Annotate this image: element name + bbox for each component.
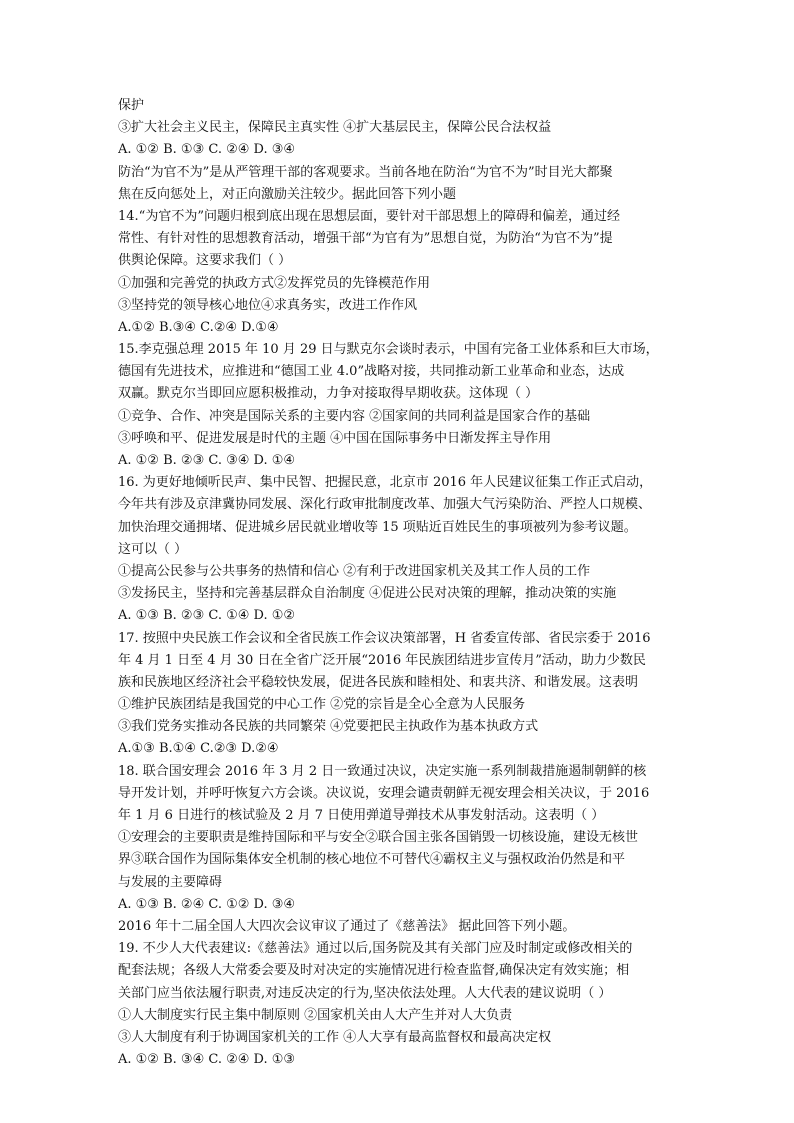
question-16: 16. 为更好地倾听民声、集中民智、把握民意，北京市 2016 年人民建议征集工作正式启动， (118, 475, 653, 491)
text-line: 年 4 月 1 日至 4 月 30 日在全省广泛开展“2016 年民族团结进步宣传月”活动，助力少数民 (118, 652, 646, 668)
text-line: ①加强和完善党的执政方式②发挥党员的先锋模范作用 (118, 275, 431, 291)
text-line: 双赢。默克尔当即回应愿积极推动，力争对接取得早期收获。这体现（ ） (118, 386, 539, 402)
answer-options: A. ①② B. ③④ C. ②④ D. ①③ (118, 1052, 296, 1068)
text-line: 供舆论保障。这要求我们（ ） (118, 253, 292, 269)
text-line: ①安理会的主要职责是维持国际和平与安全②联合国主张各国销毁一切核设施，建设无核世 (118, 830, 639, 846)
text-line: 防治“为官不为”是从严管理干部的客观要求。当前各地在防治“为官不为”时目光大都聚 (118, 164, 613, 180)
document-page (118, 95, 678, 1071)
text-line: 界③联合国作为国际集体安全机制的核心地位不可替代④霸权主义与强权政治仍然是和平 (118, 852, 626, 868)
answer-options: A. ①③ B. ②③ C. ①④ D. ①② (118, 608, 296, 624)
text-line: 这可以（ ） (118, 541, 188, 557)
text-line: 关部门应当依法履行职责,对违反决定的行为,坚决依法处理。人大代表的建议说明（ ） (118, 985, 612, 1001)
answer-options: A.①② B.③④ C.②④ D.①④ (118, 319, 279, 335)
text-line: 保护 (118, 98, 145, 113)
question-14: 14.“为官不为”问题归根到底出现在思想层面，要针对干部思想上的障碍和偏差，通过经 (118, 208, 620, 224)
text-line: 常性、有针对性的思想教育活动，增强干部“为官有为”思想自觉，为防治“为官不为”提 (118, 231, 613, 247)
text-line: ③我们党务实推动各民族的共同繁荣 ④党要把民主执政作为基本执政方式 (118, 719, 539, 735)
text-line: 焦在反向惩处上，对正向激励关注较少。据此回答下列小题 (118, 186, 457, 202)
text-line: ③坚持党的领导核心地位④求真务实，改进工作作风 (118, 297, 418, 313)
text-line: 与发展的主要障碍 (118, 874, 223, 890)
text-line: ③人大制度有利于协调国家机关的工作 ④人大享有最高监督权和最高决定权 (118, 1029, 552, 1045)
answer-options: A. ①② B. ①③ C. ②④ D. ③④ (118, 142, 296, 158)
answer-options: A. ①③ B. ②④ C. ①② D. ③④ (118, 896, 296, 912)
question-17: 17. 按照中央民族工作会议和全省民族工作会议决策部署，H 省委宣传部、省民宗委于 2016 (118, 630, 651, 646)
text-line: 族和民族地区经济社会平稳较快发展，促进各民族和睦相处、和衷共济、和谐发展。这表明 (118, 674, 639, 690)
text-line: 导开发计划，并呼吁恢复六方会谈。决议说，安理会谴责朝鲜无视安理会相关决议，于 2016 (118, 785, 650, 801)
answer-options: A. ①② B. ②③ C. ③④ D. ①④ (118, 453, 296, 468)
text-line: 2016 年十二届全国人大四次会议审议了通过了《慈善法》 据此回答下列小题。 (118, 918, 576, 934)
answer-options: A.①③ B.①④ C.②③ D.②④ (118, 741, 279, 757)
question-19: 19. 不少人大代表建议:《慈善法》通过以后,国务院及其有关部门应及时制定或修改相关的 (118, 941, 633, 957)
text-line: ①提高公民参与公共事务的热情和信心 ②有利于改进国家机关及其工作人员的工作 (118, 563, 591, 579)
text-line: 今年共有涉及京津冀协同发展、深化行政审批制度改革、加强大气污染防治、严控人口规模、 (118, 497, 652, 513)
text-line: ①维护民族团结是我国党的中心工作 ②党的宗旨是全心全意为人民服务 (118, 697, 526, 713)
text-line: ③扩大社会主义民主，保障民主真实性 ④扩大基层民主，保障公民合法权益 (118, 120, 552, 136)
text-line: ③呼唤和平、促进发展是时代的主题 ④中国在国际事务中日渐发挥主导作用 (118, 430, 552, 446)
text-line: ③发扬民主，坚持和完善基层群众自治制度 ④促进公民对决策的理解，推动决策的实施 (118, 586, 617, 602)
text-line: 配套法规；各级人大常委会要及时对决定的实施情况进行检查监督,确保决定有效实施；相 (118, 963, 630, 979)
text-line: ①竞争、合作、冲突是国际关系的主要内容 ②国家间的共同利益是国家合作的基础 (118, 408, 591, 424)
text-line: 德国有先进技术，应推进和“德国工业 4.0”战略对接，共同推动新工业革命和业态，达成 (118, 364, 625, 380)
question-18: 18. 联合国安理会 2016 年 3 月 2 日一致通过决议，决定实施一系列制裁措施遏制朝鲜的核 (118, 763, 647, 779)
text-line: ①人大制度实行民主集中制原则 ②国家机关由人大产生并对人大负责 (118, 1007, 513, 1023)
question-15: 15.李克强总理 2015 年 10 月 29 日与默克尔会谈时表示，中国有完备工业体系和巨大市场， (118, 342, 659, 358)
text-line: 年 1 月 6 日进行的核试验及 2 月 7 日使用弹道导弹技术从事发射活动。这表明（ ） (118, 808, 605, 823)
text-line: 加快治理交通拥堵、促进城乡居民就业增收等 15 项贴近百姓民生的事项被列为参考议题。 (118, 519, 637, 535)
